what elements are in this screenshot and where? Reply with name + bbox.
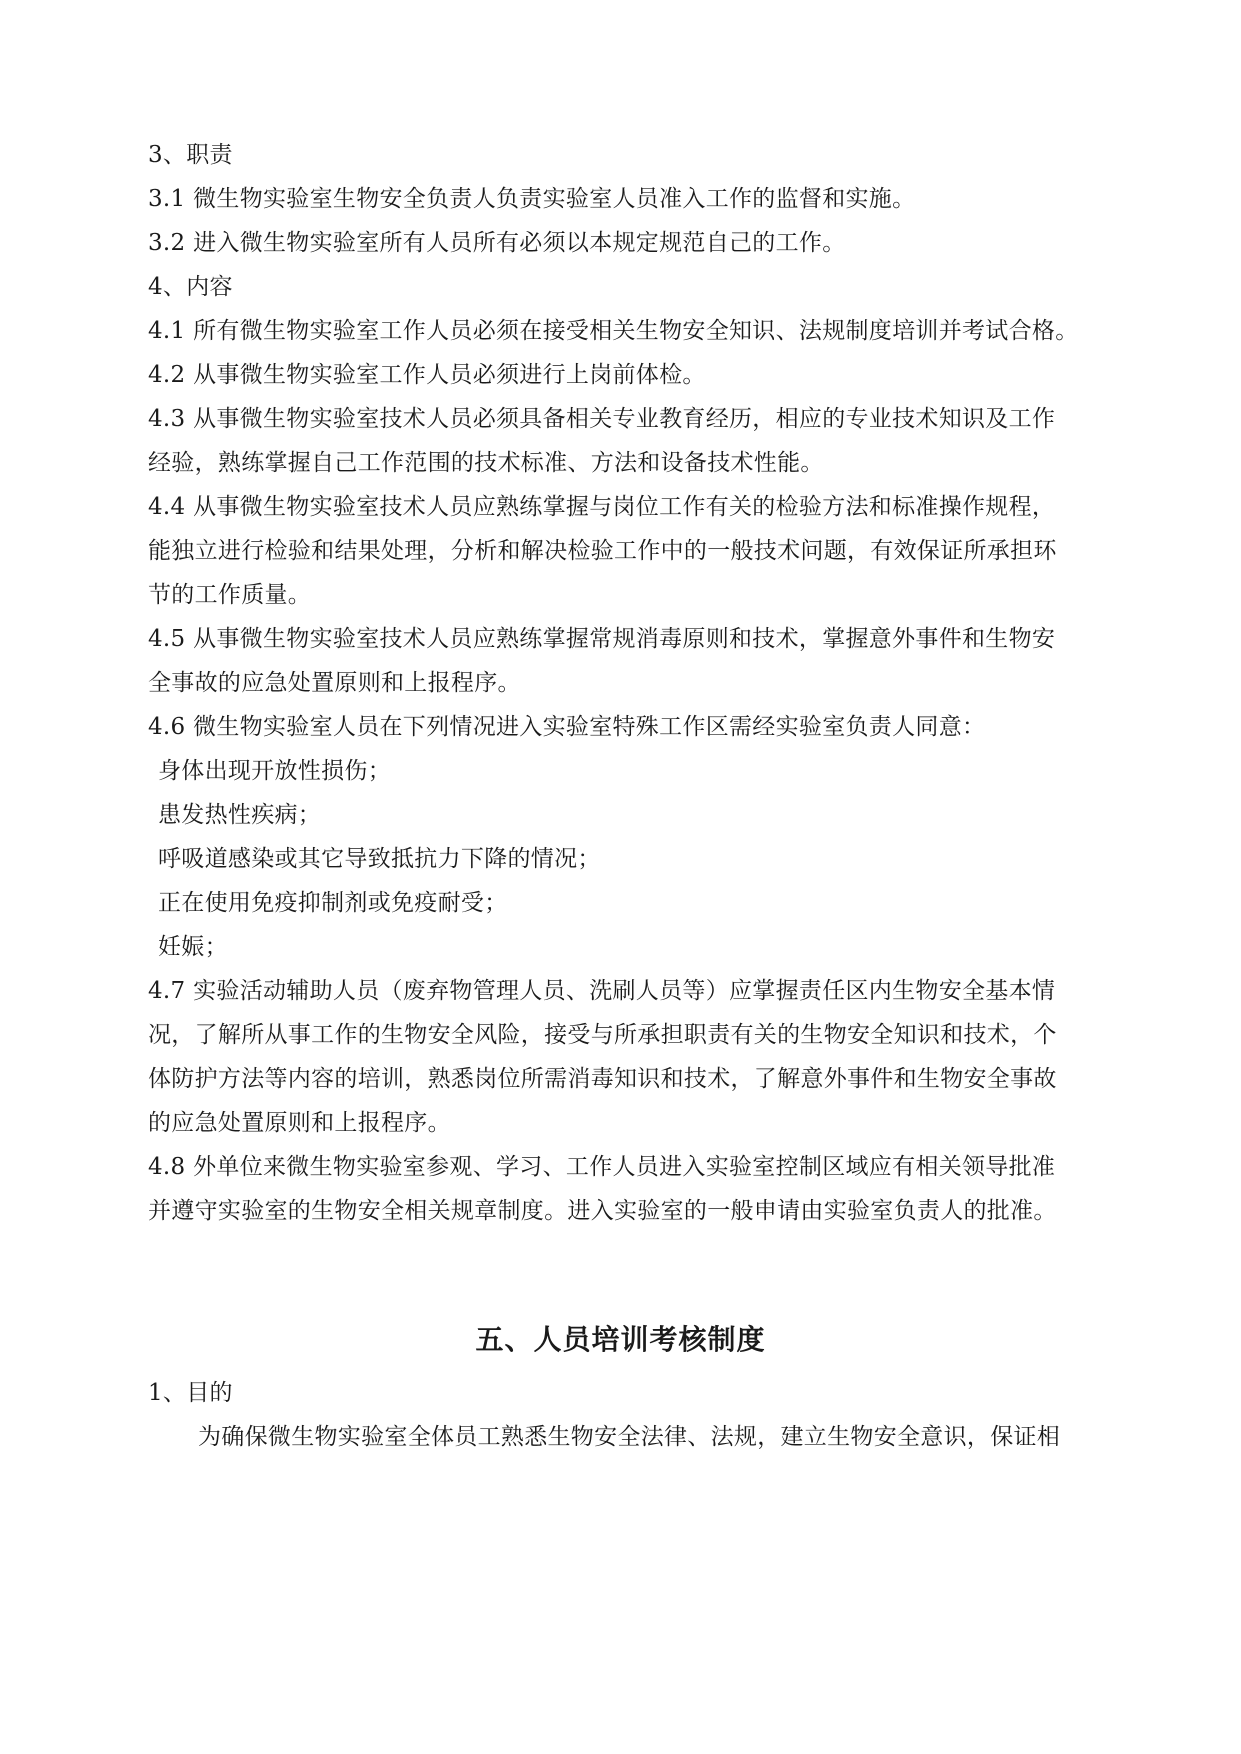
- section-heading-responsibilities: 3、职责: [148, 142, 233, 168]
- content-line: 4.4 从事微生物实验室技术人员应熟练掌握与岗位工作有关的检验方法和标准操作规程，: [148, 494, 1056, 520]
- responsibility-item: 3.2 进入微生物实验室所有人员所有必须以本规定规范自己的工作。: [148, 230, 846, 256]
- content-line: 4.1 所有微生物实验室工作人员必须在接受相关生物安全知识、法规制度培训并考试合格。: [148, 318, 1079, 344]
- condition-item: 患发热性疾病；: [158, 802, 322, 828]
- content-line: 4.5 从事微生物实验室技术人员应熟练掌握常规消毒原则和技术，掌握意外事件和生物安: [148, 626, 1056, 652]
- content-line: 经验，熟练掌握自己工作范围的技术标准、方法和设备技术性能。: [148, 450, 824, 476]
- purpose-paragraph: 为确保微生物实验室全体员工熟悉生物安全法律、法规，建立生物安全意识，保证相: [198, 1424, 1061, 1450]
- condition-item: 身体出现开放性损伤；: [158, 758, 391, 784]
- responsibility-item: 3.1 微生物实验室生物安全负责人负责实验室人员准入工作的监督和实施。: [148, 186, 916, 212]
- content-line: 4.6 微生物实验室人员在下列情况进入实验室特殊工作区需经实验室负责人同意：: [148, 714, 986, 740]
- content-line: 并遵守实验室的生物安全相关规章制度。进入实验室的一般申请由实验室负责人的批准。: [148, 1198, 1057, 1224]
- content-line: 的应急处置原则和上报程序。: [148, 1110, 451, 1136]
- section-heading-content: 4、内容: [148, 274, 233, 300]
- content-line: 4.8 外单位来微生物实验室参观、学习、工作人员进入实验室控制区域应有相关领导批准: [148, 1154, 1056, 1180]
- content-line: 体防护方法等内容的培训，熟悉岗位所需消毒知识和技术，了解意外事件和生物安全事故: [148, 1066, 1057, 1092]
- content-line: 4.7 实验活动辅助人员（废弃物管理人员、洗刷人员等）应掌握责任区内生物安全基本情: [148, 978, 1056, 1004]
- content-line: 4.3 从事微生物实验室技术人员必须具备相关专业教育经历，相应的专业技术知识及工作: [148, 406, 1056, 432]
- section-heading-purpose: 1、目的: [148, 1380, 233, 1406]
- content-line: 能独立进行检验和结果处理，分析和解决检验工作中的一般技术问题，有效保证所承担环: [148, 538, 1057, 564]
- condition-item: 妊娠；: [158, 934, 228, 960]
- chapter-title: 五、人员培训考核制度: [475, 1323, 766, 1356]
- condition-item: 正在使用免疫抑制剂或免疫耐受；: [158, 890, 508, 916]
- content-line: 节的工作质量。: [148, 582, 312, 608]
- condition-item: 呼吸道感染或其它导致抵抗力下降的情况；: [158, 846, 601, 872]
- content-line: 况，了解所从事工作的生物安全风险，接受与所承担职责有关的生物安全知识和技术，个: [148, 1022, 1057, 1048]
- content-line: 全事故的应急处置原则和上报程序。: [148, 670, 521, 696]
- content-line: 4.2 从事微生物实验室工作人员必须进行上岗前体检。: [148, 362, 706, 388]
